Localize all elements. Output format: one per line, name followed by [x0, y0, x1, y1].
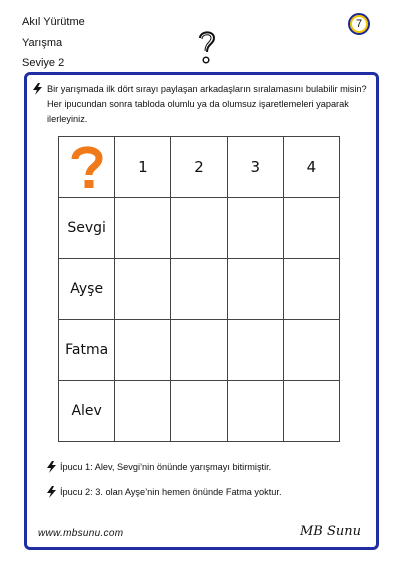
lightning-bolt-icon — [46, 486, 57, 498]
header-level: Seviye 2 — [22, 57, 65, 69]
question-mark-icon — [196, 28, 218, 68]
header-subtopic: Yarışma — [22, 37, 63, 49]
row-header: Sevgi — [59, 198, 115, 259]
footer-brand: MB Sunu — [300, 524, 362, 539]
intro-instructions — [32, 82, 372, 127]
column-header: 2 — [171, 137, 227, 198]
grid-cell[interactable] — [115, 198, 171, 259]
grid-cell[interactable] — [115, 381, 171, 442]
row-header: Alev — [59, 381, 115, 442]
grid-cell[interactable] — [227, 259, 283, 320]
question-mark-icon — [69, 145, 105, 189]
intro-line-1: Bir yarışmada ilk dört sırayı paylaşan arkadaşların sıralamasını bulabilir misin? — [47, 84, 367, 94]
grid-cell[interactable] — [171, 259, 227, 320]
grid-row — [59, 198, 340, 259]
grid-cell[interactable] — [171, 381, 227, 442]
clue-item — [46, 486, 282, 498]
footer-url: www.mbsunu.com — [38, 528, 124, 539]
grid-row — [59, 259, 340, 320]
column-header: 1 — [115, 137, 171, 198]
grid-cell[interactable] — [283, 259, 339, 320]
grid-cell[interactable] — [283, 198, 339, 259]
intro-line-3: ilerleyiniz. — [47, 114, 88, 124]
clue-text: İpucu 2: 3. olan Ayşe’nin hemen önünde Fatma yoktur. — [60, 487, 282, 497]
grid-row — [59, 320, 340, 381]
grid-row — [59, 381, 340, 442]
grid-cell[interactable] — [171, 198, 227, 259]
grid-cell[interactable] — [115, 320, 171, 381]
header-topic: Akıl Yürütme — [22, 16, 85, 28]
grid-cell[interactable] — [227, 198, 283, 259]
column-header: 3 — [227, 137, 283, 198]
clue-text: İpucu 1: Alev, Sevgi’nin önünde yarışmayı bitirmiştir. — [60, 462, 272, 472]
row-header: Fatma — [59, 320, 115, 381]
page-number: 7 — [355, 18, 363, 30]
grid-cell[interactable] — [283, 320, 339, 381]
page-number-badge — [348, 13, 370, 35]
lightning-bolt-icon — [46, 461, 57, 473]
lightning-bolt-icon — [32, 83, 43, 95]
intro-line-2: Her ipucundan sonra tabloda olumlu ya da olumsuz işaretlemeleri yaparak — [47, 99, 349, 109]
grid-header-row — [59, 137, 340, 198]
grid-corner — [59, 137, 115, 198]
grid-cell[interactable] — [171, 320, 227, 381]
grid-cell[interactable] — [227, 320, 283, 381]
grid-cell[interactable] — [115, 259, 171, 320]
logic-grid — [58, 136, 340, 442]
clue-item — [46, 461, 271, 473]
grid-cell[interactable] — [227, 381, 283, 442]
column-header: 4 — [283, 137, 339, 198]
grid-cell[interactable] — [283, 381, 339, 442]
row-header: Ayşe — [59, 259, 115, 320]
